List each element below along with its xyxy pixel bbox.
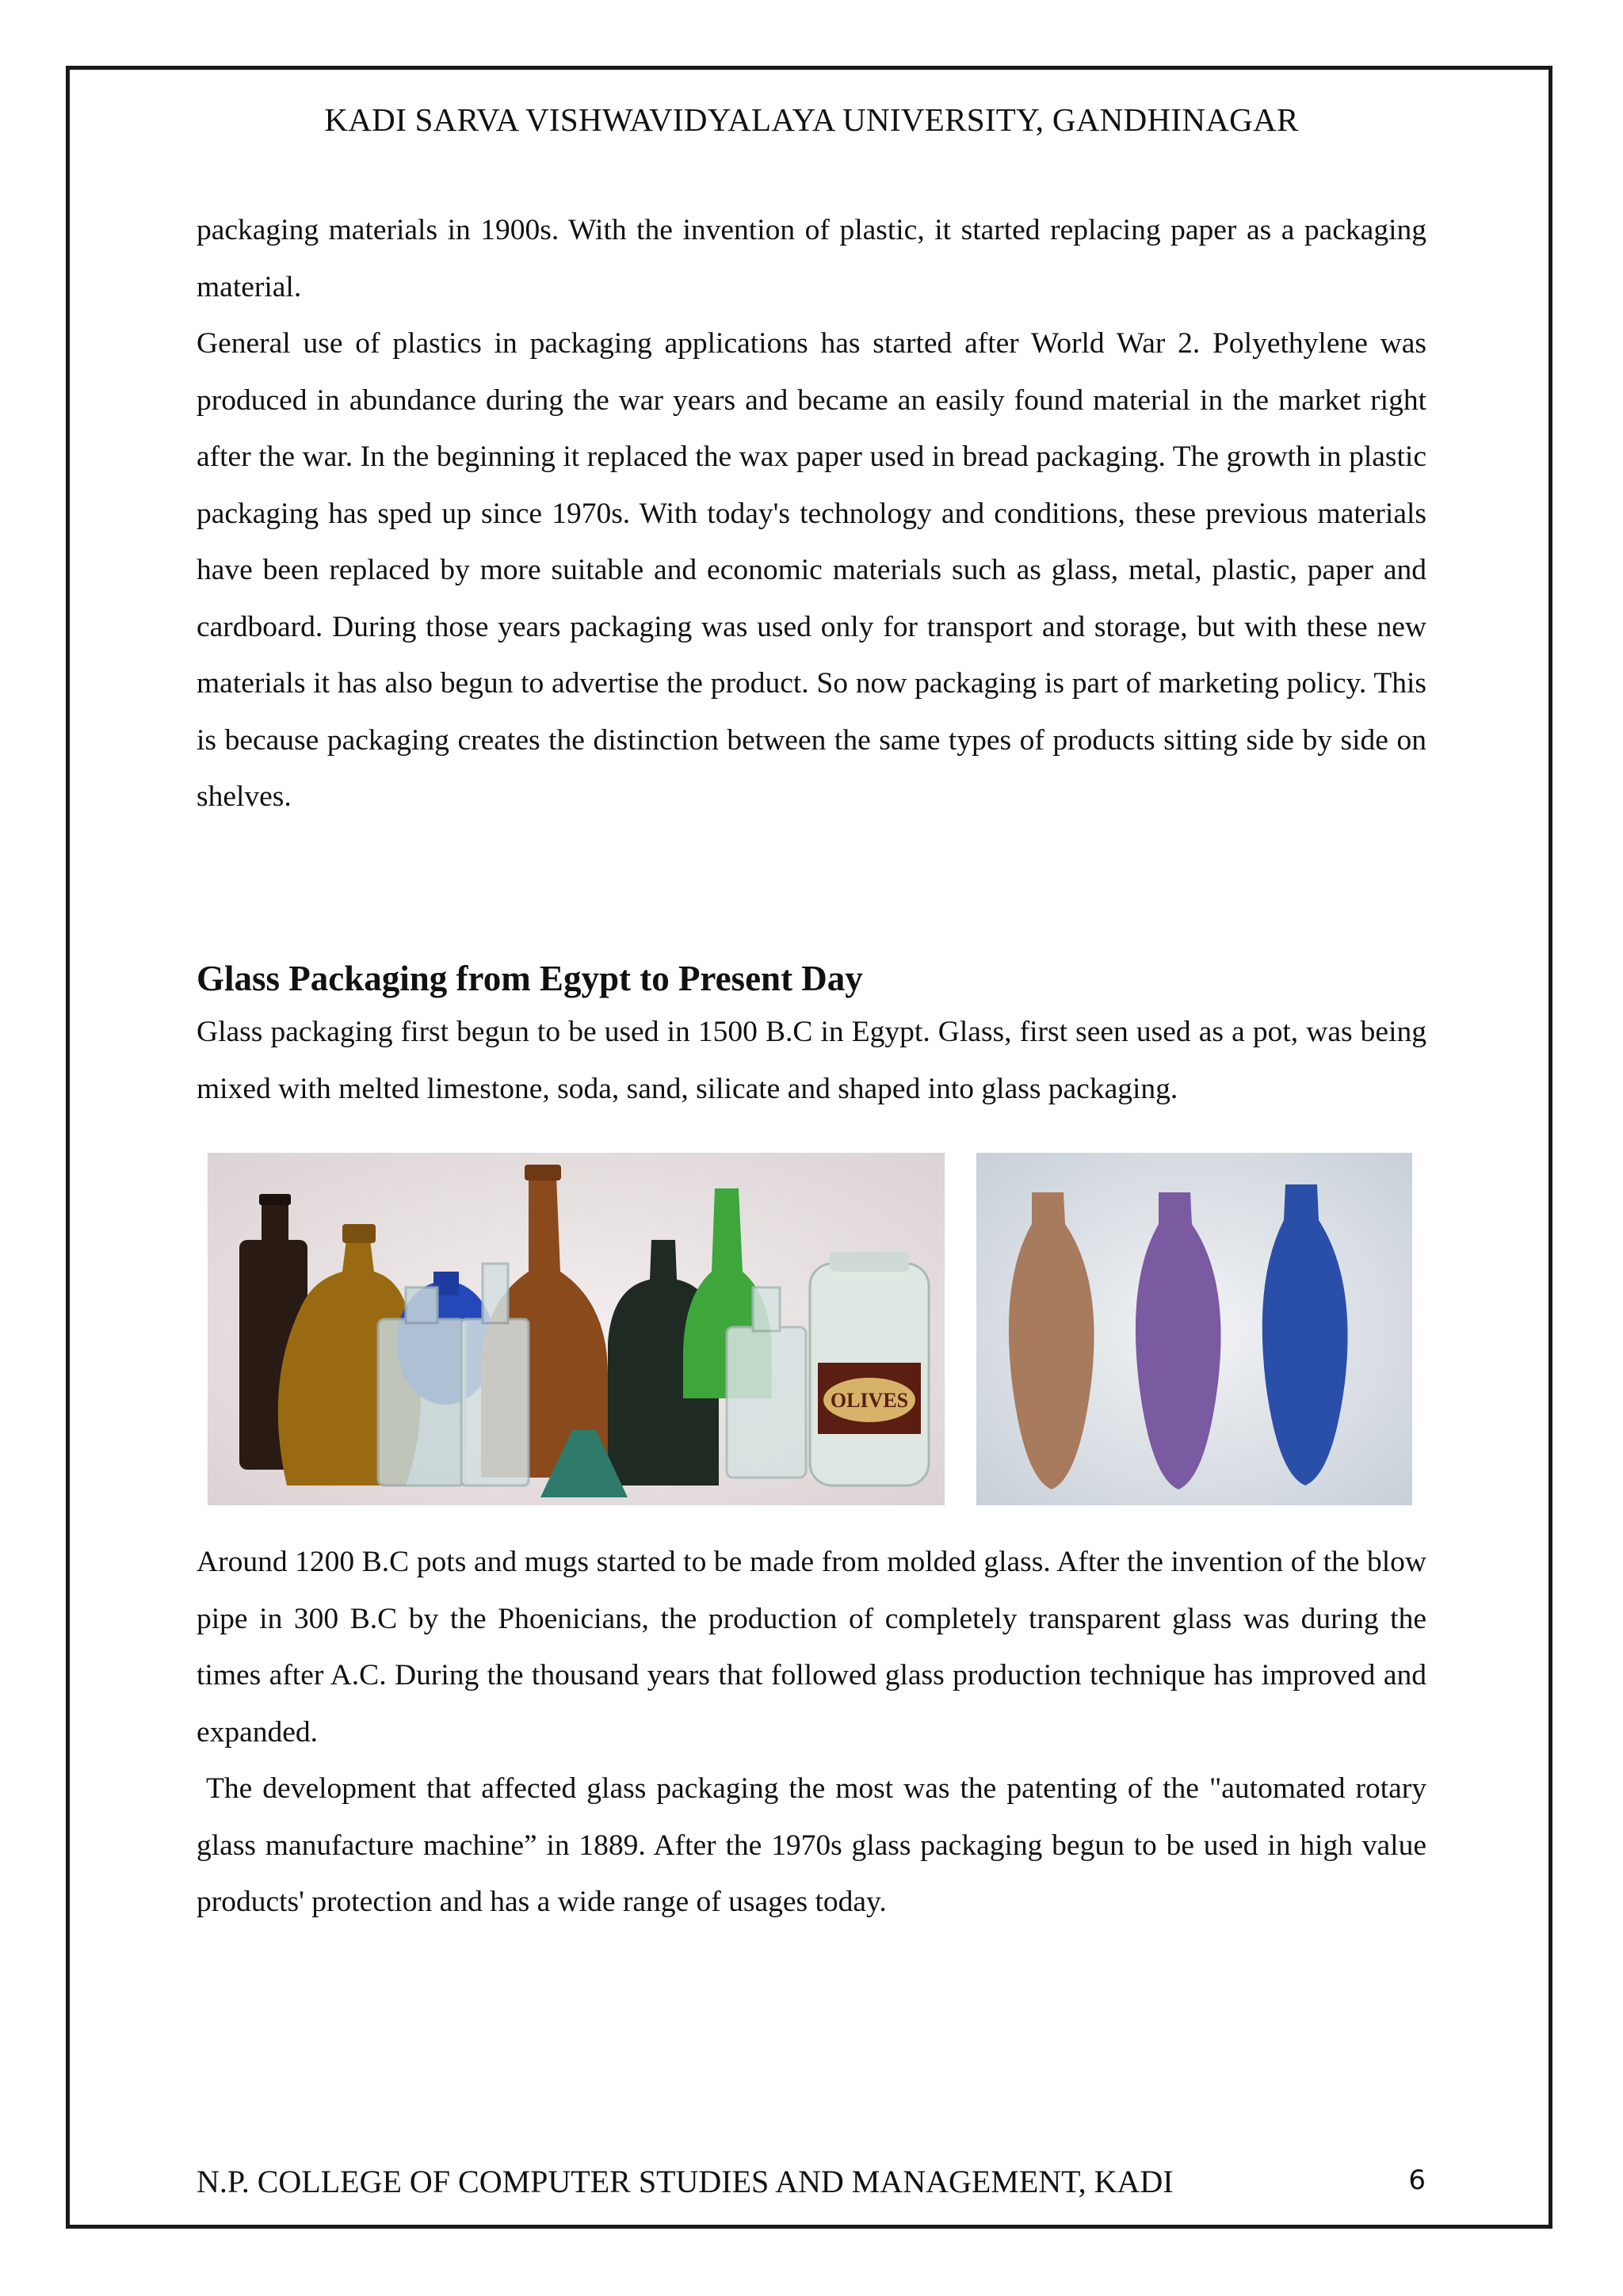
paragraph-glass-origin: Glass packaging first begun to be used in 1500 B.C in Egypt. Glass, first seen used as a pot, was being mixed with melted limestone, soda, sand, silicate and shaped into glass packaging. bbox=[197, 1016, 1426, 1105]
content-glass bbox=[197, 955, 1426, 1117]
paragraph-molded-glass: Around 1200 B.C pots and mugs started to be made from molded glass. After the invention of the blow pipe in 300 B.C by the Phoenicians, the production of completely transparent glass was during the times after A.C. During the thousand years that followed glass production technique has improved and expanded. bbox=[197, 1546, 1426, 1749]
section-heading: Glass Packaging from Egypt to Present Day bbox=[197, 959, 863, 998]
olives-label: OLIVES bbox=[830, 1389, 909, 1412]
page-header: KADI SARVA VISHWAVIDYALAYA UNIVERSITY, GANDHINAGAR bbox=[324, 101, 1299, 138]
glass-bottles-figure bbox=[208, 1145, 1412, 1513]
bottles-illustration bbox=[208, 1145, 1412, 1513]
page-number: 6 bbox=[1408, 2164, 1426, 2196]
content-bottom bbox=[197, 1534, 1426, 1931]
content-top bbox=[197, 202, 1426, 826]
paragraph-plastics-history: General use of plastics in packaging applications has started after World War 2. Polyethylene was produced in abundance during the war years and became an easily found material in the market right after the war. In the beginning it replaced the wax paper used in bread packaging. The growth in plastic packaging has sped up since 1970s. With today's technology and conditions, these previous materials have been replaced by more suitable and economic materials such as glass, metal, plastic, paper and cardboard. During those years packaging was used only for transport and storage, but with these new materials it has also begun to advertise the product. So now packaging is part of marketing policy. This is because packaging creates the distinction between the same types of products sitting side by side on shelves. bbox=[197, 327, 1426, 813]
footer-college: N.P. COLLEGE OF COMPUTER STUDIES AND MANAGEMENT, KADI bbox=[197, 2164, 1174, 2199]
paragraph-automated-machine: The development that affected glass packaging the most was the patenting of the "automated rotary glass manufacture machine” in 1889. After the 1970s glass packaging begun to be used in high value products' protection and has a wide range of usages today. bbox=[197, 1772, 1426, 1918]
olives-jar bbox=[810, 1252, 929, 1486]
paragraph-plastics-intro: packaging materials in 1900s. With the invention of plastic, it started replacing paper as a packaging material. bbox=[197, 214, 1426, 303]
